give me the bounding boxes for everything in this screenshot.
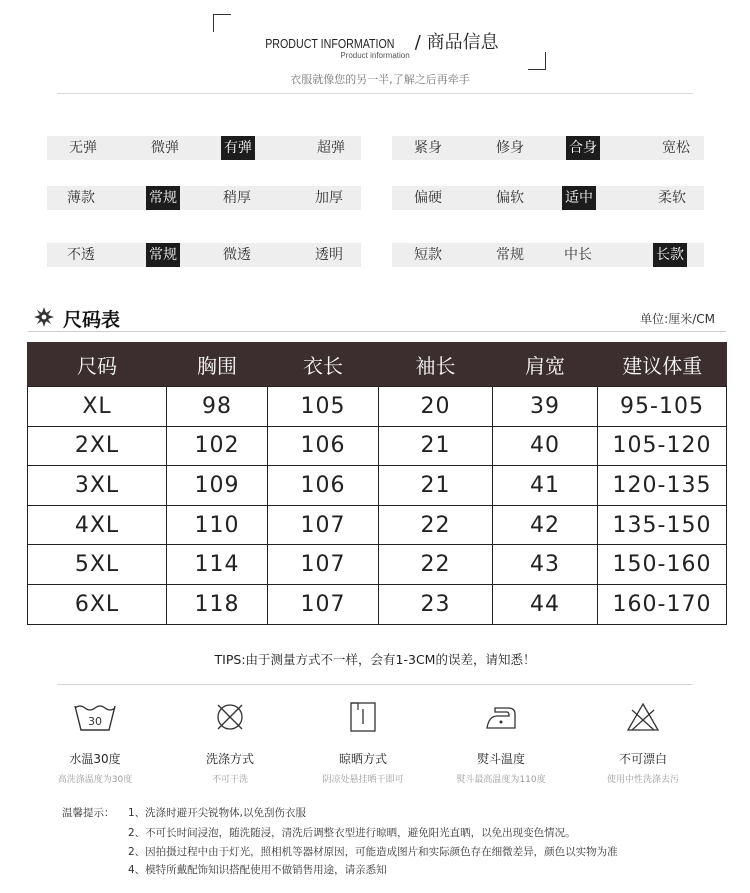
table-row (28, 545, 727, 585)
attr-option: 偏硬 (414, 190, 442, 206)
table-cell: 114 (167, 545, 268, 585)
attr-option-selected: 合身 (566, 136, 600, 160)
table-cell: 6XL (28, 584, 167, 624)
attribute-bar-thickness (47, 186, 361, 210)
header-cell: 尺码 (28, 342, 167, 387)
table-cell: 40 (493, 426, 598, 466)
header-cell: 肩宽 (493, 342, 598, 387)
care-name: 晾晒方式 (338, 752, 387, 766)
table-cell: 39 (493, 387, 598, 427)
wash-temp-text: 30 (88, 715, 102, 728)
care-desc: 阴凉处悬挂晒干即可 (322, 775, 404, 785)
table-cell: 20 (379, 387, 493, 427)
table-row (28, 426, 727, 466)
attr-option: 超弹 (317, 140, 345, 156)
attr-option: 柔软 (658, 190, 686, 206)
table-cell: 22 (379, 505, 493, 545)
care-item-drying (303, 700, 423, 785)
table-cell: 150-160 (598, 545, 727, 585)
table-row (28, 387, 727, 427)
table-cell: 105 (268, 387, 379, 427)
attr-option: 常规 (496, 247, 524, 263)
tagline: 衣服就像您的另一半,了解之后再牵手 (290, 73, 470, 86)
attr-option: 加厚 (315, 190, 343, 206)
wash-30-icon (73, 700, 117, 734)
attr-option-selected: 有弹 (221, 136, 255, 160)
iron-icon (481, 700, 521, 734)
attribute-bar-transparency (47, 243, 361, 267)
attribute-bar-fit (392, 136, 704, 160)
attr-option: 紧身 (414, 140, 442, 156)
attr-option: 偏软 (496, 190, 524, 206)
table-cell: 44 (493, 584, 598, 624)
table-cell: 98 (167, 387, 268, 427)
gear-icon (34, 307, 54, 327)
header-cell: 建议体重 (598, 342, 727, 387)
table-row (28, 505, 727, 545)
header-cell: 胸围 (167, 342, 268, 387)
attr-option: 不透 (67, 247, 95, 263)
table-cell: 3XL (28, 466, 167, 506)
table-cell: 105-120 (598, 426, 727, 466)
table-cell: 43 (493, 545, 598, 585)
table-cell: 5XL (28, 545, 167, 585)
attr-option: 短款 (414, 247, 442, 263)
table-cell: 21 (379, 466, 493, 506)
attr-option: 宽松 (662, 140, 690, 156)
care-name: 不可漂白 (618, 752, 667, 766)
divider (57, 93, 693, 94)
attr-option: 无弹 (69, 140, 97, 156)
care-desc: 不可干洗 (211, 775, 248, 785)
attr-option: 修身 (496, 140, 524, 156)
attr-option: 中长 (564, 247, 592, 263)
care-item-no-dry-clean (170, 700, 290, 785)
care-name: 洗涤方式 (205, 752, 254, 766)
notes-label: 温馨提示： (62, 807, 115, 819)
table-cell: 22 (379, 545, 493, 585)
care-desc: 熨斗最高温度为110度 (456, 775, 546, 785)
table-cell: 107 (268, 545, 379, 585)
attribute-bar-length (392, 243, 704, 267)
title-cn: 商品信息 (426, 32, 499, 53)
care-name: 熨斗温度 (476, 752, 525, 766)
size-table-header (28, 342, 727, 387)
attr-option: 微透 (223, 247, 251, 263)
table-row (28, 466, 727, 506)
section-divider (28, 331, 726, 332)
care-desc: 高洗涤温度为30度 (57, 775, 133, 785)
size-chart-title: 尺码表 (63, 309, 121, 331)
care-item-no-bleach (583, 700, 703, 785)
table-cell: 42 (493, 505, 598, 545)
attr-option-selected: 常规 (146, 243, 180, 267)
title-en: PRODUCT INFORMATION (265, 36, 395, 51)
shade-dry-icon (348, 700, 378, 734)
attribute-bar-elasticity (47, 136, 361, 160)
note-item: 2、不可长时间浸泡，随洗随浸，清洗后调整衣型进行晾晒，避免阳光直晒，以免出现变色情况。 (128, 827, 576, 839)
table-cell: 120-135 (598, 466, 727, 506)
header-cell: 袖长 (379, 342, 493, 387)
unit-label: 单位:厘米/CM (640, 312, 715, 326)
table-cell: 110 (167, 505, 268, 545)
divider (57, 684, 693, 685)
no-bleach-icon (625, 700, 661, 734)
attr-option-selected: 适中 (562, 186, 596, 210)
table-cell: 41 (493, 466, 598, 506)
table-cell: 95-105 (598, 387, 727, 427)
table-cell: 135-150 (598, 505, 727, 545)
care-item-iron (441, 700, 561, 785)
table-cell: 23 (379, 584, 493, 624)
table-cell: 107 (268, 505, 379, 545)
table-cell: 160-170 (598, 584, 727, 624)
table-cell: 21 (379, 426, 493, 466)
table-cell: XL (28, 387, 167, 427)
tips-text: TIPS:由于测量方式不一样，会有1-3CM的误差，请知悉！ (214, 652, 536, 667)
care-name: 水温30度 (69, 752, 121, 766)
table-cell: 118 (167, 584, 268, 624)
table-cell: 102 (167, 426, 268, 466)
no-dry-clean-icon (213, 700, 247, 734)
attr-option-selected: 长款 (653, 243, 687, 267)
table-cell: 106 (268, 426, 379, 466)
corner-bracket-bottom-right (528, 52, 546, 70)
note-item: 1、洗涤时避开尖锐物体,以免刮伤衣服 (128, 807, 307, 819)
attr-option: 微弹 (151, 140, 179, 156)
subtitle-en: Product information (340, 51, 410, 60)
attribute-bar-softness (392, 186, 704, 210)
care-desc: 使用中性洗涤去污 (606, 775, 679, 785)
table-cell: 2XL (28, 426, 167, 466)
header-cell: 衣长 (268, 342, 379, 387)
attr-option: 透明 (315, 247, 343, 263)
table-cell: 107 (268, 584, 379, 624)
size-table (27, 342, 727, 625)
attr-option: 稍厚 (223, 190, 251, 206)
table-cell: 106 (268, 466, 379, 506)
note-item: 4、模特所戴配饰知识搭配使用不做销售用途，请亲悉知 (128, 864, 387, 876)
attr-option-selected: 常规 (146, 186, 180, 210)
table-row (28, 584, 727, 624)
attr-option: 薄款 (67, 190, 95, 206)
table-cell: 109 (167, 466, 268, 506)
note-item: 2、因拍摄过程中由于灯光，照相机等器材原因，可能造成图片和实际颜色存在细微差异，颜色以实物为准 (128, 846, 618, 858)
title-separator: / (414, 32, 421, 53)
care-item-wash (35, 700, 155, 785)
table-cell: 4XL (28, 505, 167, 545)
